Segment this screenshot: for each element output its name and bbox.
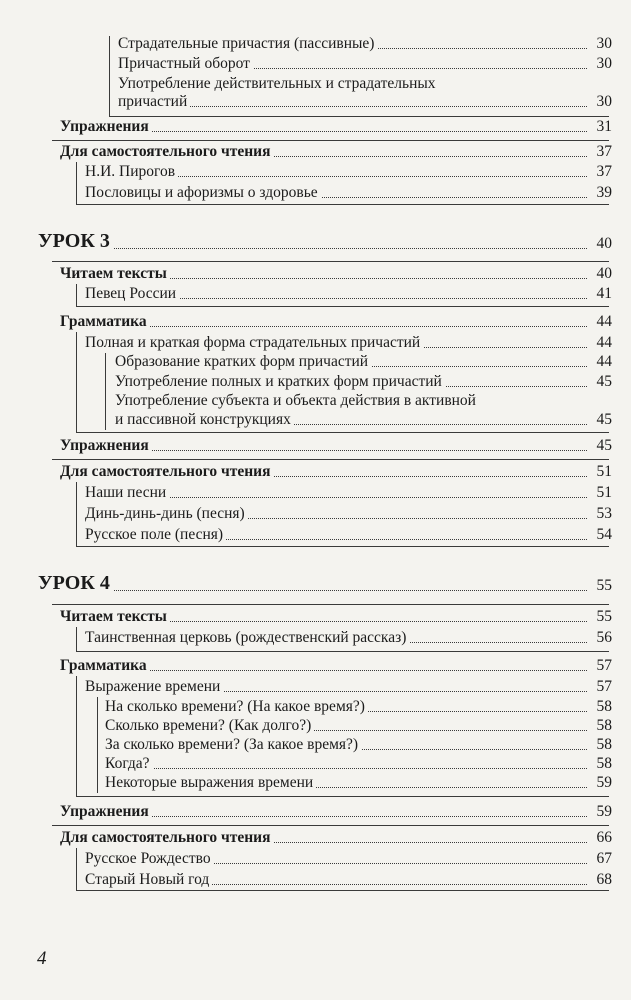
- toc-entry-label: Динь-динь-динь (песня): [85, 504, 248, 524]
- toc-entry-label: Образование кратких форм причастий: [115, 352, 371, 372]
- toc-entry-page: 37: [596, 143, 612, 160]
- toc-entry-label: Причастный оборот: [118, 54, 253, 74]
- toc-entry-label: Для самостоятельного чтения: [60, 462, 274, 482]
- toc-entry-label: Грамматика: [60, 312, 150, 332]
- lesson-title-label: УРОК 4: [38, 573, 113, 593]
- toc-entry-page: 45: [596, 437, 612, 454]
- toc-entry-label: Певец России: [85, 284, 179, 304]
- bracket-line: [76, 676, 77, 796]
- toc-entry-label: Употребление полных и кратких форм причастий: [115, 372, 445, 392]
- toc-entry-label: Для самостоятельного чтения: [60, 142, 274, 162]
- toc-entry-page: 58: [596, 736, 612, 753]
- bracket-line: [52, 604, 609, 605]
- toc-entry-label: Некоторые выражения времени: [105, 773, 316, 793]
- toc-entry-label: Упражнения: [60, 117, 152, 137]
- bracket-line: [52, 140, 609, 141]
- toc-entry-page: 37: [596, 163, 612, 180]
- toc-entry-page: 58: [596, 717, 612, 734]
- toc-entry-label: Грамматика: [60, 656, 150, 676]
- bracket-line: [109, 36, 110, 116]
- bracket-line: [76, 432, 609, 433]
- toc-entry-label: Полная и краткая форма страдательных причастий: [85, 333, 423, 353]
- bracket-line: [97, 697, 98, 793]
- toc-entry-page: 40: [596, 265, 612, 282]
- page-number: 4: [37, 948, 47, 969]
- toc-entry-page: 45: [596, 411, 612, 428]
- toc-entry-label: Читаем тексты: [60, 607, 170, 627]
- toc-entry-page: 57: [596, 678, 612, 695]
- toc-entry-page: 58: [596, 698, 612, 715]
- toc-entry-page: 44: [596, 353, 612, 370]
- toc-entry-label: Упражнения: [60, 802, 152, 822]
- toc-entry-page: 51: [596, 484, 612, 501]
- toc-entry-page: 44: [596, 313, 612, 330]
- bracket-line: [52, 459, 609, 460]
- toc-entry-label: Употребление субъекта и объекта действия в активной: [115, 392, 476, 409]
- bracket-line: [76, 848, 77, 890]
- bracket-line: [76, 796, 609, 797]
- toc-entry-label: На сколько времени? (На какое время?): [105, 697, 368, 717]
- toc-entry-page: 54: [596, 526, 612, 543]
- toc-entry-page: 44: [596, 334, 612, 351]
- toc-entry-label: Читаем тексты: [60, 264, 170, 284]
- toc-entry-page: 55: [596, 577, 612, 594]
- bracket-line: [76, 332, 77, 432]
- bracket-line: [76, 306, 609, 307]
- bracket-line: [52, 261, 609, 262]
- toc-entry-label: За сколько времени? (За какое время?): [105, 735, 361, 755]
- toc-entry-page: 55: [596, 608, 612, 625]
- toc-entry-label: Н.И. Пирогов: [85, 162, 178, 182]
- toc-entry-page: 58: [596, 755, 612, 772]
- toc-entry-label: Пословицы и афоризмы о здоровье: [85, 183, 321, 203]
- toc-entry-label: и пассивной конструкциях: [115, 410, 294, 430]
- bracket-line: [76, 546, 609, 547]
- toc-entry-page: 66: [596, 829, 612, 846]
- bracket-line: [76, 890, 609, 891]
- toc-entry-label: причастий: [118, 92, 190, 112]
- toc-entry-page: 57: [596, 657, 612, 674]
- toc-entry-page: 51: [596, 463, 612, 480]
- toc-entry-page: 31: [596, 118, 612, 135]
- toc-entry-label: Когда?: [105, 754, 153, 774]
- bracket-line: [76, 482, 77, 546]
- toc-entry-page: 67: [596, 850, 612, 867]
- toc-entry-label: Таинственная церковь (рождественский рассказ): [85, 628, 409, 648]
- toc-entry-page: 59: [596, 774, 612, 791]
- bracket-line: [76, 627, 77, 651]
- toc-entry-label: Выражение времени: [85, 677, 223, 697]
- toc-entry-page: 30: [596, 55, 612, 72]
- bracket-line: [109, 116, 609, 117]
- bracket-line: [105, 353, 106, 430]
- toc-entry-page: 30: [596, 35, 612, 52]
- toc-entry-page: 68: [596, 871, 612, 888]
- toc-entry-label: Старый Новый год: [85, 870, 212, 890]
- toc-entry-page: 40: [596, 235, 612, 252]
- toc-entry-label: Употребление действительных и страдательных: [118, 75, 436, 92]
- bracket-line: [76, 162, 77, 204]
- lesson-title-label: УРОК 3: [38, 231, 113, 251]
- toc-entry-label: Наши песни: [85, 483, 169, 503]
- bracket-line: [76, 204, 609, 205]
- bracket-line: [52, 825, 609, 826]
- toc-entry-label: Русское поле (песня): [85, 525, 226, 545]
- toc-entry-label: Страдательные причастия (пассивные): [118, 34, 377, 54]
- bracket-line: [76, 651, 609, 652]
- toc-entry-page: 56: [596, 629, 612, 646]
- toc-entry-label: Сколько времени? (Как долго?): [105, 716, 314, 736]
- toc-entry-page: 59: [596, 803, 612, 820]
- toc-entry-label: Русское Рождество: [85, 849, 214, 869]
- toc-entry-page: 30: [596, 93, 612, 110]
- toc-entry-page: 39: [596, 184, 612, 201]
- toc-entry-page: 45: [596, 373, 612, 390]
- toc-entry-page: 41: [596, 285, 612, 302]
- toc-entry-label: Для самостоятельного чтения: [60, 828, 274, 848]
- toc-entry-page: 53: [596, 505, 612, 522]
- toc-entry-label: Упражнения: [60, 436, 152, 456]
- bracket-line: [76, 284, 77, 306]
